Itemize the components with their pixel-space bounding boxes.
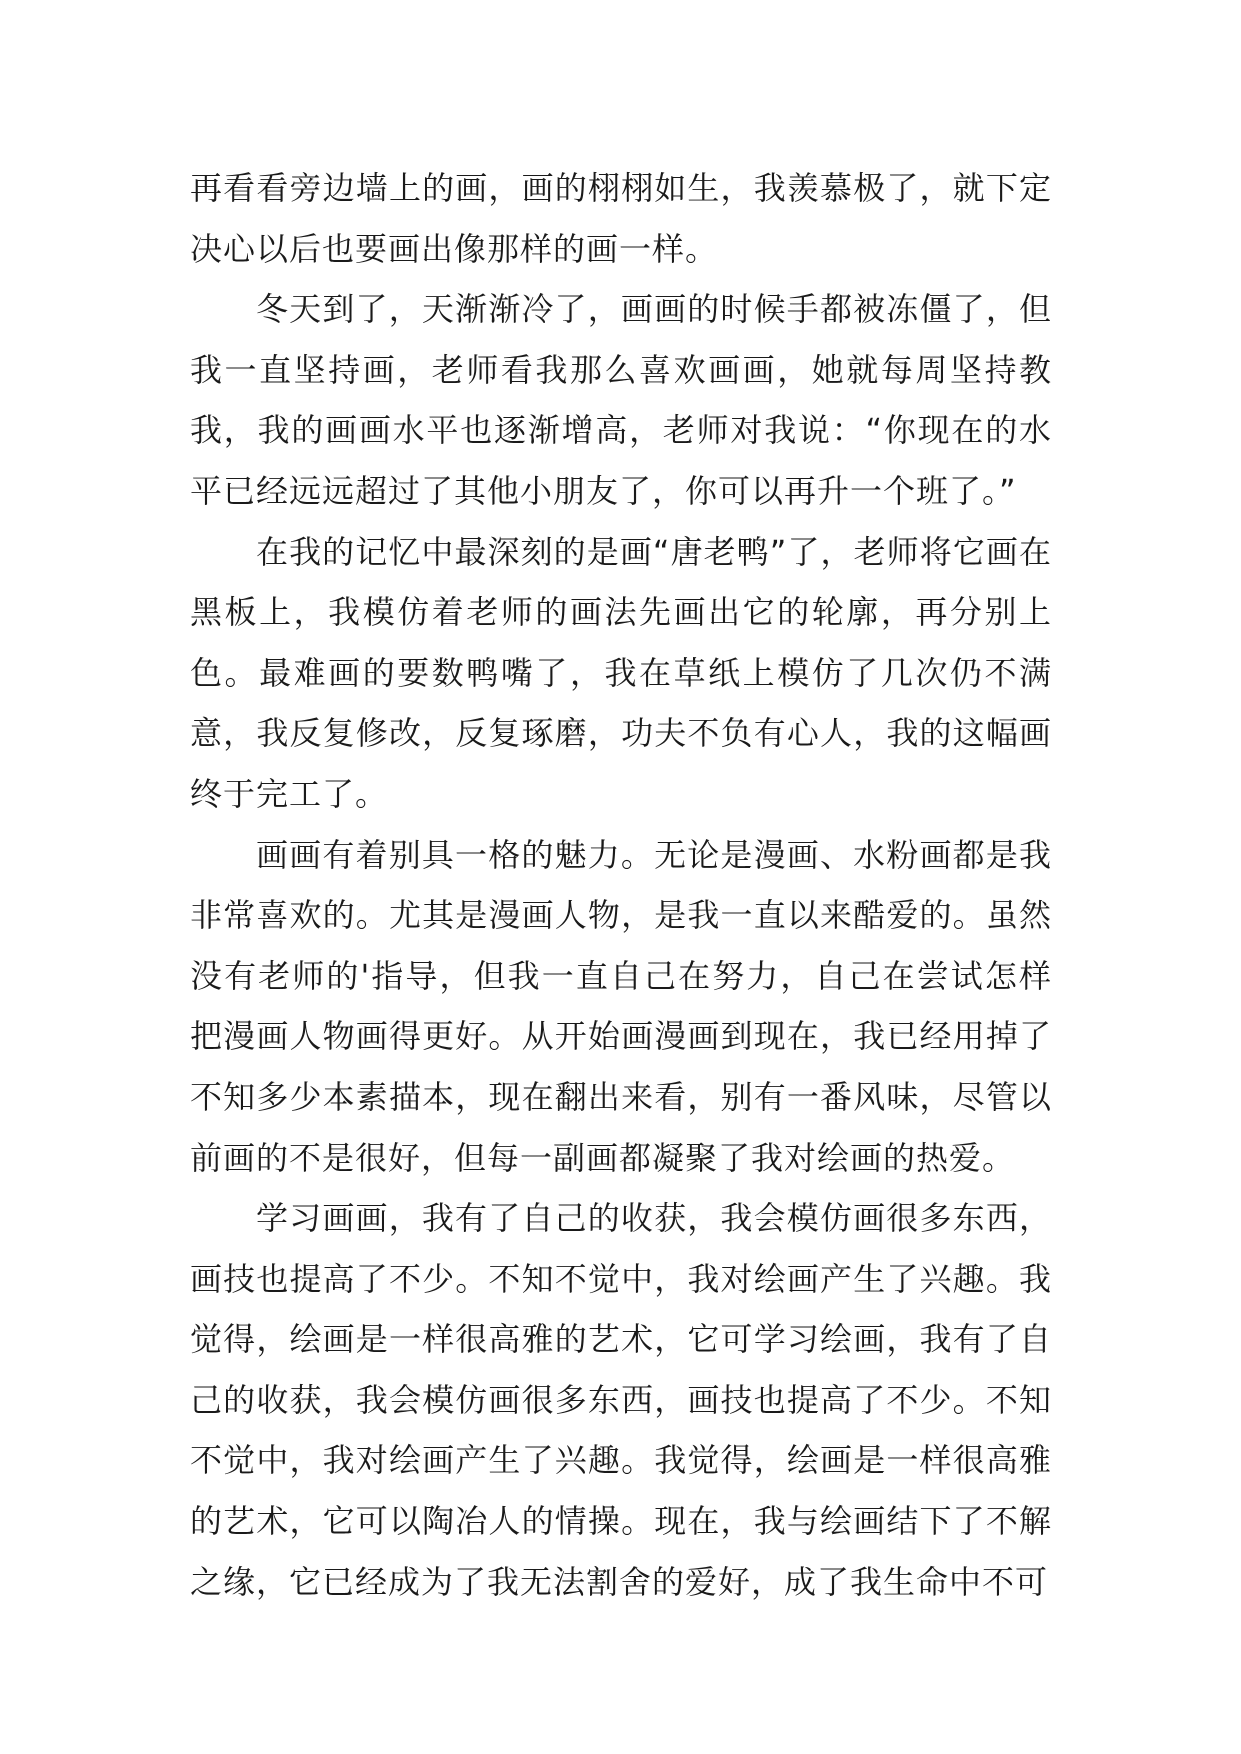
essay-body (190, 158, 1052, 1612)
paragraph-winter: 冬天到了，天渐渐冷了，画画的时候手都被冻僵了，但我一直坚持画，老师看我那么喜欢画画，她就每周坚持教我，我的画画水平也逐渐增高，老师对我说：“你现在的水平已经远远超过了其他小朋友了，你可以再升一个班了。” (190, 290, 1052, 510)
paragraph-learning: 学习画画，我有了自己的收获，我会模仿画很多东西，画技也提高了不少。不知不觉中，我对绘画产生了兴趣。我觉得，绘画是一样很高雅的艺术，它可学习绘画，我有了自己的收获，我会模仿画很多东西，画技也提高了不少。不知不觉中，我对绘画产生了兴趣。我觉得，绘画是一样很高雅的艺术，它可以陶冶人的情操。现在，我与绘画结下了不解之缘，它已经成为了我无法割舍的爱好，成了我生命中不可 (190, 1199, 1052, 1601)
paragraph-continued: 再看看旁边墙上的画，画的栩栩如生，我羡慕极了，就下定决心以后也要画出像那样的画一样。 (190, 169, 1052, 268)
paragraph-comics: 画画有着别具一格的魅力。无论是漫画、水粉画都是我非常喜欢的。尤其是漫画人物，是我一直以来酷爱的。虽然没有老师的'指导，但我一直自己在努力，自己在尝试怎样把漫画人物画得更好。从开始画漫画到现在，我已经用掉了不知多少本素描本，现在翻出来看，别有一番风味，尽管以前画的不是很好，但每一副画都凝聚了我对绘画的热爱。 (190, 835, 1052, 1177)
paragraph-donald-duck: 在我的记忆中最深刻的是画“唐老鸭”了，老师将它画在黑板上，我模仿着老师的画法先画出它的轮廓，再分别上色。最难画的要数鸭嘴了，我在草纸上模仿了几次仍不满意，我反复修改，反复琢磨，功夫不负有心人，我的这幅画终于完工了。 (190, 532, 1052, 813)
